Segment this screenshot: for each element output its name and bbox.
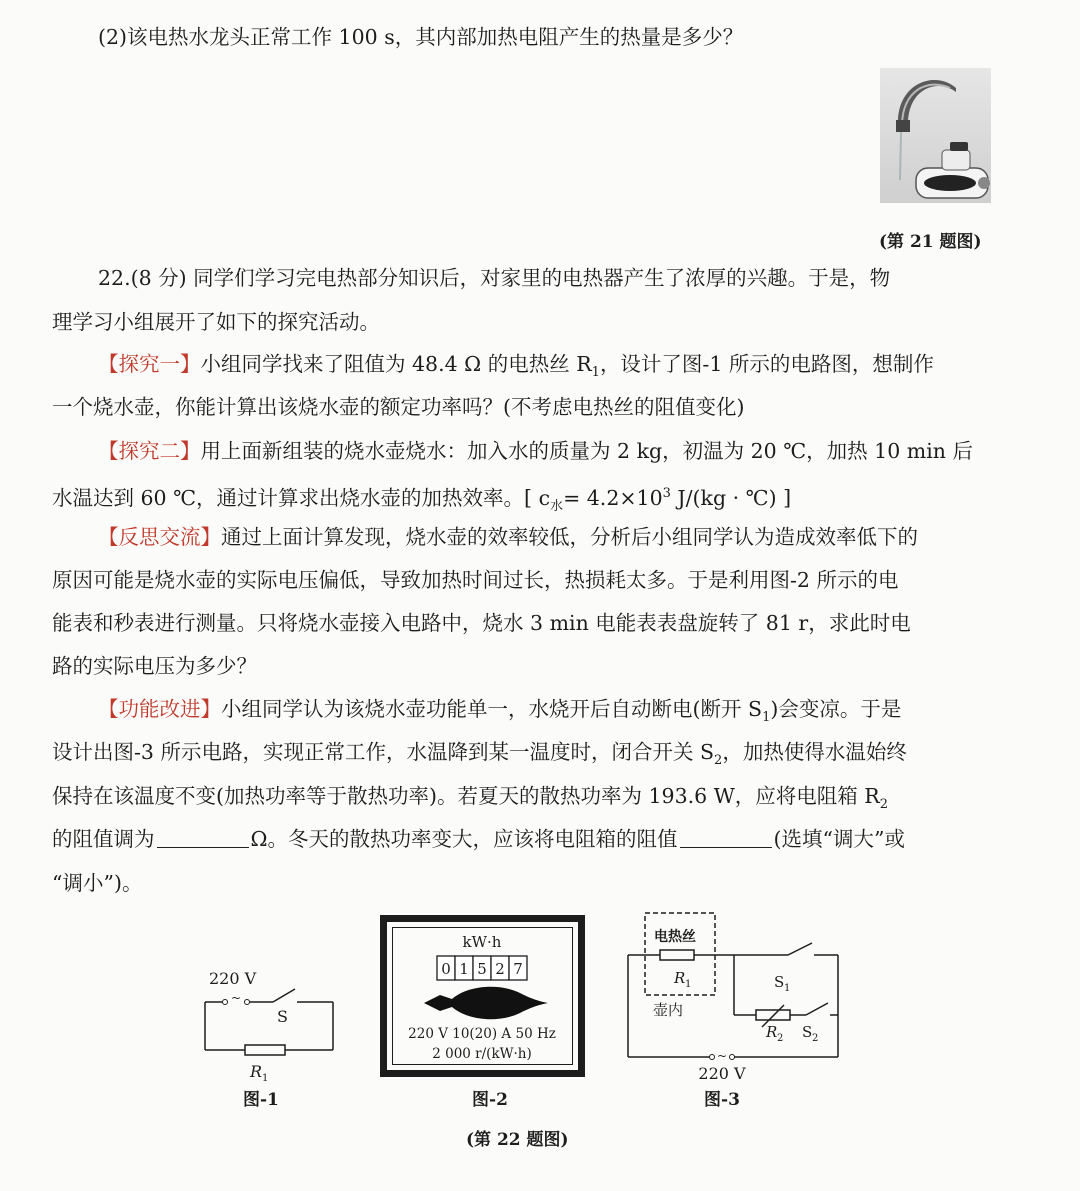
improvement-line-1 [98, 694, 1080, 733]
fig1-resistor [245, 1045, 285, 1055]
fig3-r2-sub: 2 [777, 1033, 784, 1044]
meter-digit: 5 [477, 960, 487, 978]
faucet-photo [880, 68, 991, 203]
e2-text-2b: = 4.2×10 [563, 486, 663, 510]
exploration-1-tag: 【探究一】 [98, 352, 201, 376]
e2-sup: 3 [662, 486, 671, 501]
improvement-line-2 [52, 737, 1080, 776]
fig3-s2-sub: 2 [812, 1033, 819, 1044]
fig3-r1-sub: 1 [685, 979, 692, 990]
q21-part2: (2)该电热水龙头正常工作 100 s，其内部加热电阻产生的热量是多少？ [98, 25, 744, 49]
fig3-r2-label: R [766, 1023, 778, 1041]
e2-text-1: 用上面新组装的烧水壶烧水：加入水的质量为 2 kg，初温为 20 ℃，加热 10 min 后 [200, 439, 974, 463]
reflection-line-1 [98, 522, 1080, 552]
i-text-4a: 的阻值调为 [52, 827, 155, 851]
fig3-s1-sub: 1 [784, 983, 791, 994]
e2-text-2c: J/(kg · ℃) ] [670, 486, 792, 510]
fig3-r1-label: R [674, 969, 686, 987]
fig1-caption: 图-1 [243, 1090, 279, 1110]
fig3-s1-label: S [774, 973, 785, 991]
fig3-terminal [730, 1055, 735, 1060]
i-text-4b: Ω。冬天的散热功率变大，应该将电阻箱的阻值 [250, 827, 678, 851]
i-text-1b: )会变凉。于是 [770, 697, 902, 721]
fig3-tilde: ~ [716, 1049, 728, 1063]
exploration-2-line-1 [98, 436, 1080, 466]
figure-3-circuit [620, 905, 850, 1115]
meter-digit: 0 [441, 960, 451, 978]
reflection-text-1: 通过上面计算发现，烧水壶的效率较低，分析后小组同学认为造成效率低下的 [221, 525, 918, 549]
i-sub-3: 2 [879, 797, 889, 812]
exploration-1-line-1 [98, 349, 1080, 388]
i-text-3a: 保持在该温度不变(加热功率等于散热功率)。若夏天的散热功率为 193.6 W，应将电阻箱 R [52, 784, 880, 808]
reflection-line-3: 能表和秒表进行测量。只将烧水壶接入电路中，烧水 3 min 电能表表盘旋转了 81 r，求此时电 [52, 611, 911, 635]
meter-disc [424, 987, 548, 1020]
meter-digit: 2 [495, 960, 505, 978]
fig1-voltage: 220 V [209, 969, 257, 988]
reflection-line-4: 路的实际电压为多少？ [52, 654, 257, 678]
meter-spec-2: 2 000 r/(kW·h) [432, 1046, 532, 1062]
exploration-1-line-2: 一个烧水壶，你能计算出该烧水壶的额定功率吗？(不考虑电热丝的阻值变化) [52, 395, 745, 419]
e1-text-b: ，设计了图-1 所示的电路图，想制作 [599, 352, 934, 376]
improvement-tag: 【功能改进】 [98, 697, 221, 721]
q21-figure-caption: (第 21 题图) [879, 232, 982, 252]
fig3-caption: 图-3 [704, 1090, 740, 1110]
fig3-heater-label: 电热丝 [654, 929, 696, 945]
meter-spec-1: 220 V 10(20) A 50 Hz [408, 1026, 556, 1042]
answer-blank-2[interactable] [680, 829, 772, 848]
fig3-s1-blade [788, 943, 812, 955]
fig1-terminal [223, 1000, 228, 1005]
reflection-tag: 【反思交流】 [98, 525, 221, 549]
fig3-inside-label: 壶内 [653, 1001, 684, 1019]
i-sub-1: 1 [762, 710, 771, 725]
fig1-switch-blade [273, 989, 295, 1002]
e1-text-a: 小组同学找来了阻值为 48.4 Ω 的电热丝 R [200, 352, 592, 376]
q22-intro-line-1: 22.(8 分) 同学们学习完电热部分知识后，对家里的电热器产生了浓厚的兴趣。于是，物 [98, 266, 891, 290]
fig2-caption: 图-2 [472, 1090, 508, 1110]
i-text-1a: 小组同学认为该烧水壶功能单一，水烧开后自动断电(断开 S [221, 697, 763, 721]
fig3-s2-label: S [802, 1023, 813, 1041]
fig3-voltage: 220 V [698, 1064, 746, 1083]
e2-text-2a: 水温达到 60 ℃，通过计算求出烧水壶的加热效率。[ c [52, 486, 551, 510]
reflection-line-2: 原因可能是烧水壶的实际电压偏低，导致加热时间过长，热损耗太多。于是利用图-2 所示的电 [52, 568, 899, 592]
improvement-line-5: “调小”)。 [52, 871, 143, 895]
meter-digit: 7 [513, 960, 523, 978]
i-text-2a: 设计出图-3 所示电路，实现正常工作，水温降到某一温度时，闭合开关 S [52, 740, 715, 764]
e2-c-sub: 水 [550, 499, 564, 514]
improvement-line-3 [52, 781, 1080, 820]
fig1-switch-label: S [277, 1007, 288, 1026]
fig1-terminal [245, 1000, 250, 1005]
fig3-s2-blade [806, 1003, 828, 1015]
fig1-resistor-label: R [250, 1062, 263, 1081]
figure-1-circuit [195, 962, 345, 1122]
fig3-terminal [710, 1055, 715, 1060]
meter-unit: kW·h [462, 933, 502, 951]
q22-intro-line-2: 理学习小组展开了如下的探究活动。 [52, 310, 380, 334]
exploration-2-line-2 [52, 479, 1080, 522]
meter-digit-row [437, 956, 527, 980]
answer-blank-1[interactable] [157, 829, 249, 848]
meter-digit: 1 [459, 960, 469, 978]
i-text-2b: ，加热使得水温始终 [722, 740, 907, 764]
fig1-tilde: ~ [230, 991, 242, 1005]
q22-figure-caption: (第 22 题图) [466, 1130, 569, 1150]
i-sub-2: 2 [714, 753, 723, 768]
exploration-2-tag: 【探究二】 [98, 439, 201, 463]
improvement-line-4 [52, 824, 1080, 854]
fig3-r1 [660, 950, 694, 960]
fig1-resistor-sub: 1 [262, 1073, 269, 1084]
e1-sub: 1 [591, 365, 600, 380]
figure-2-meter-face [380, 915, 585, 1115]
i-text-4c: (选填“调大”或 [773, 827, 905, 851]
